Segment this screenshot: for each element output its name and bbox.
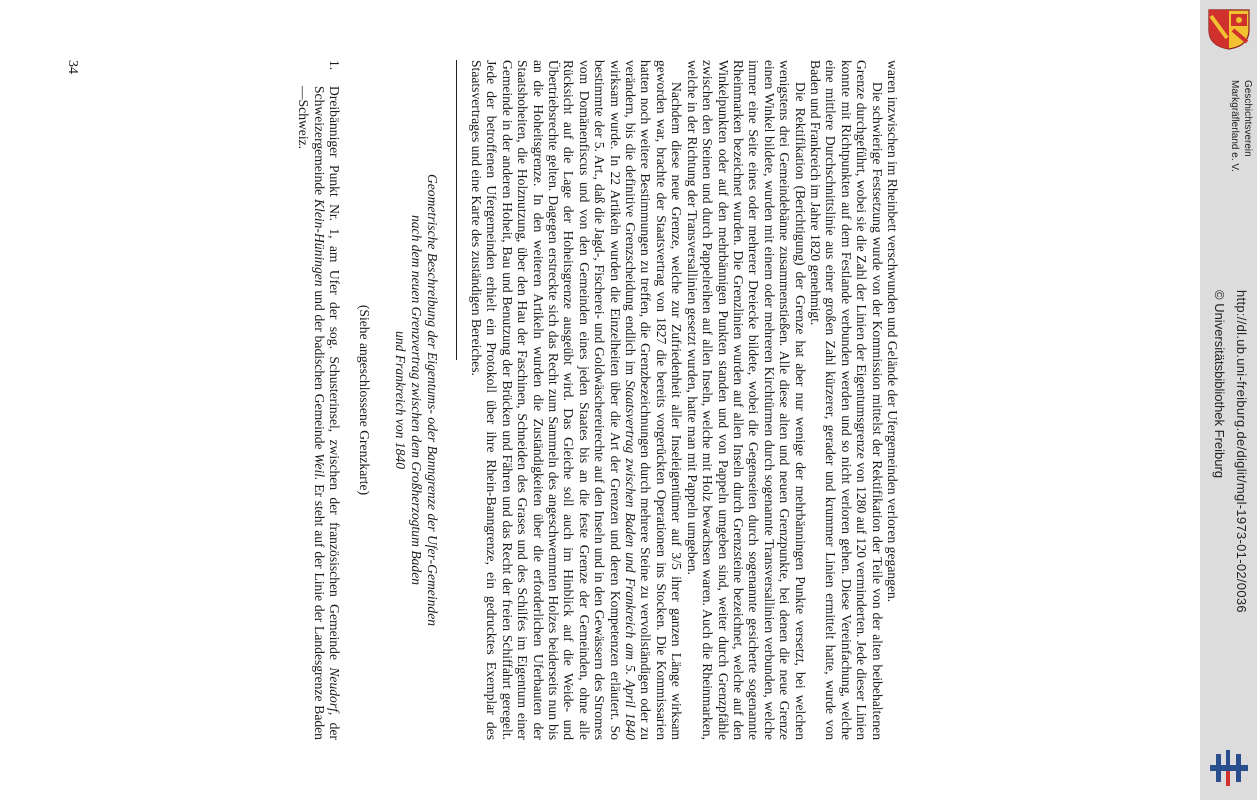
list-item-text: Dreibänniger Punkt Nr. 1, am Ufer der sog. Schusterinsel, zwischen der französischen Gemeinde Neudorf, der Schweizergemeinde Klein-Hüningen und der badischen Gemeinde Weil. Er steht auf der Linie der Landesgrenze Baden—Schweiz. [296,86,343,740]
paragraph-4-start: Nachdem diese neue Grenze, welche zur Zufriedenheit aller Inseleigentümer auf 3/5 ihrer ganzen Länge wirksam geworden war, brachte der Staatsvertrag von 1827 die bereits vorgerückten Operationen ins Stocken. Die Kommissarien hatten noch weitere Bestimmungen zu treffen, die Grenzbezeichnungen durch mehrere Steine zu vervollständigen oder zu verändern, bis die definitive Grenzscheidung endlich im [623,60,685,740]
section-title-line-2: nach dem neuen Grenzvertrag zwischen dem Großherzogtum Baden [408,214,424,586]
university-library-logo-icon [1208,748,1250,790]
treaty-title: Staatsvertrag zwischen Baden und Frankreich am 5. April 1840 [623,380,639,740]
paragraph-2: Die schwierige Festsetzung wurde von der Kommission mittelst der Rektifikation der Teile von der alten beibehaltenen Grenze durchgeführt, wobei sie die Zahl der Linien der Eigentumsgrenze von 1280 auf 120 verminderten. Jede dieser Linien konnte mit Richtpunkten auf dem Festlande verbunden werden und so nicht verloren gehen. Diese Vereinfachung, welche eine mittlere Durchschnittslinie aus einer großen Zahl kürzerer, gerader und krummer Linien ermittelt hatte, wurde von Baden und Frankreich im Jahre 1820 genehmigt. [807,60,885,740]
section-title-line-1: Geometrische Beschreibung der Eigentums- oder Banngrenze der Ufer-Gemeinden [424,173,440,627]
list-item [296,60,342,740]
paragraph-4-rest: wirksam wurde. In 22 Artikeln wurden die Einzelheiten über die Art der Grenzen und deren Kompetenzen erläutert. So bestimmte der 5. Art., daß die Jagd-, Fischerei- und Goldwäschereirechte auf den Inseln und in den Gewässern des Stromes vom Domänenfiscus und von den Gemeinden eines jeden Staates bis an die feste Grenze der Gemeinden, ohne alle Rücksicht auf die Lage der Hoheitsgrenze ausgeübt wird. Das Gleiche soll auch im Hinblick auf die Weide- und Übertriebsrechte gelten. Dagegen erstreckte sich das Recht zum Sammeln des angeschwemmten Holzes beiderseits nun bis an die Hoheitsgrenze. In den weiteren Artikeln wurden die Zuständigkeiten über die erforderlichen Uferbauten der Staatshoheiten, die Holznutzung, über den Hau der Faschinen, Schneiden des Grases und des Schilfes im Eigentum einer Gemeinde in der anderen Hoheit, Bau und Benutzung der Brücken und Fähren und das Recht der freien Schiffahrt geregelt. Jede der betroffenen Ufergemeinden erhielt ein Protokoll über ihre Rhein-Banngrenze, ein gedrucktes Exemplar des Staatsvertrages und eine Karte des zuständigen Bereiches. [469,60,623,740]
copyright-text: © Universitätsbibliothek Freiburg [1212,290,1227,479]
section-divider [456,60,457,360]
page-text [296,60,900,740]
society-name-line-2: Markgräflerland e. V. [1229,80,1240,172]
map-note: (Siehe angeschlossene Grenzkarte) [356,304,372,496]
society-name-line-1: Geschichtsverein [1242,80,1253,157]
paragraph-4 [469,60,685,740]
page-number: 34 [65,60,80,74]
section-title [392,98,440,702]
viewer-sidebar [1200,0,1257,800]
coat-of-arms-icon [1207,8,1251,50]
list-item-number: 1. [327,60,343,71]
paragraph-3: Die Rektifikation (Berichtigung) der Grenze hat aber nur wenige der mehrbänningen Punkte versetzt, bei welchen wenigstens drei Gemeindebänne zusammenstießen. Alle diese alten und neuen Grenzpunkte, bei denen die neue Grenze einen Winkel bildete, wurden mit einem oder mehreren Kirchtürmen durch sogenannte Transversallinien verbunden, welche immer eine Seite eines oder mehrerer Dreiecke bildete, wobei die Gegenseiten durch sogenannte gesicherte sogenannte Rheinmarken bezeichnet wurden. Die Grenzlinien wurden auf allen Inseln durch Grenzsteine bezeichnet, welche auf den Winkelpunkten oder auf den mehrbännigen Punkten standen und von Pappeln umgeben sind, weiter durch Grenzpfähle zwischen den Steinen und durch Pappelreihen auf allen Inseln, welche mit Holz bewachsen waren. Auch die Rheinmarken, welche in der Richtung der Transversallinien gesetzt wurden, hatte man mit Pappeln umgeben. [684,60,808,740]
paragraph-1: waren inzwischen im Rheinbett verschwunden und Gelände der Ufergemeinden verloren gegangen. [885,60,900,603]
document-url-link[interactable]: http://dl.ub.uni-freiburg.de/diglit/mgl-1973-01-02/0036 [1234,290,1249,613]
section-title-line-3: und Frankreich von 1840 [392,330,408,470]
